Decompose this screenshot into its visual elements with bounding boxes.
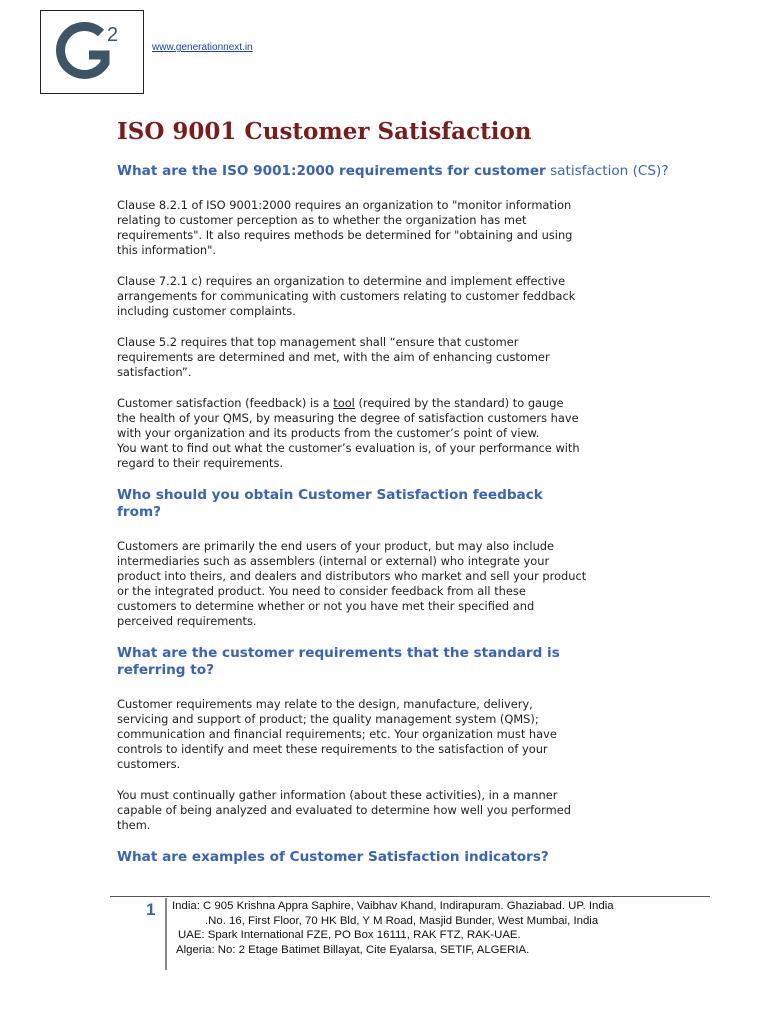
paragraph-clause-8-2-1: Clause 8.2.1 of ISO 9001:2000 requires an organization to "monitor information relating to customer perception as to whether the organization has met requirements". It also requires methods be determined for "obtaining and using this information".: [117, 198, 573, 257]
address-mumbai: .No. 16, First Floor, 70 HK Bld, Y M Road, Masjid Bunder, West Mumbai, India: [205, 914, 599, 927]
heading-cs-indicators: What are examples of Customer Satisfaction indicators?: [117, 849, 549, 865]
paragraph-customers: Customers are primarily the end users of your product, but may also include intermediaries such as assemblers (internal or external) who integrate your product into theirs, and dealers and distributors who market and sell your product or the integrated product. You need to consider feedback from all these customers to determine whether or not you have met their specified and perceived requirements.: [117, 539, 587, 628]
footer-divider: [110, 896, 710, 897]
address-india: India: C 905 Krishna Appra Saphire, Vaibhav Khand, Indirapuram. Ghaziabad. UP. India: [172, 900, 614, 912]
address-algeria: Algeria: No: 2 Etage Batimet Billayat, Cite Eyalarsa, SETIF, ALGERIA.: [176, 943, 530, 956]
heading-who-feedback: Who should you obtain Customer Satisfaction feedback from?: [117, 487, 543, 520]
footer-addresses: [172, 899, 614, 957]
page-number: 1: [146, 900, 156, 919]
address-uae: UAE: Spark International FZE, PO Box 16111, RAK FTZ, RAK-UAE.: [178, 929, 521, 941]
heading-customer-requirements: What are the customer requirements that the standard is referring to?: [117, 645, 560, 678]
paragraph-gather-info: You must continually gather information (about these activities), in a manner capable of being analyzed and evaluated to determine how well you performed them.: [117, 788, 571, 832]
paragraph-feedback-tool: Customer satisfaction (feedback) is a tool (required by the standard) to gauge the health of your QMS, by measuring the degree of satisfaction customers have with your organization and its products from the customer’s point of view. You want to find out what the customer’s evaluation is, of your performance with regard to their requirements.: [117, 396, 580, 470]
document-body: [117, 163, 677, 884]
website-link[interactable]: www.generationnext.in: [152, 42, 253, 53]
heading-cs-requirements: What are the ISO 9001:2000 requirements for customer satisfaction (CS)?: [117, 163, 669, 179]
paragraph-clause-7-2-1: Clause 7.2.1 c) requires an organization to determine and implement effective arrangements for communicating with customers relating to customer feddback including customer complaints.: [117, 274, 576, 318]
paragraph-requirements-relate: Customer requirements may relate to the design, manufacture, delivery, servicing and support of product; the quality management system (QMS); communication and financial requirements; etc. Your organization must have controls to identify and meet these requirements to the satisfaction of your customers.: [117, 697, 557, 771]
paragraph-clause-5-2: Clause 5.2 requires that top management shall “ensure that customer requirements are determined and met, with the aim of enhancing customer satisfaction”.: [117, 335, 550, 379]
tool-link[interactable]: tool: [333, 396, 355, 410]
page-title: ISO 9001 Customer Satisfaction: [117, 118, 532, 145]
svg-text:2: 2: [107, 24, 119, 46]
footer-vertical-divider: [165, 898, 167, 970]
logo: [40, 10, 144, 94]
g2-logo-icon: [55, 19, 131, 87]
